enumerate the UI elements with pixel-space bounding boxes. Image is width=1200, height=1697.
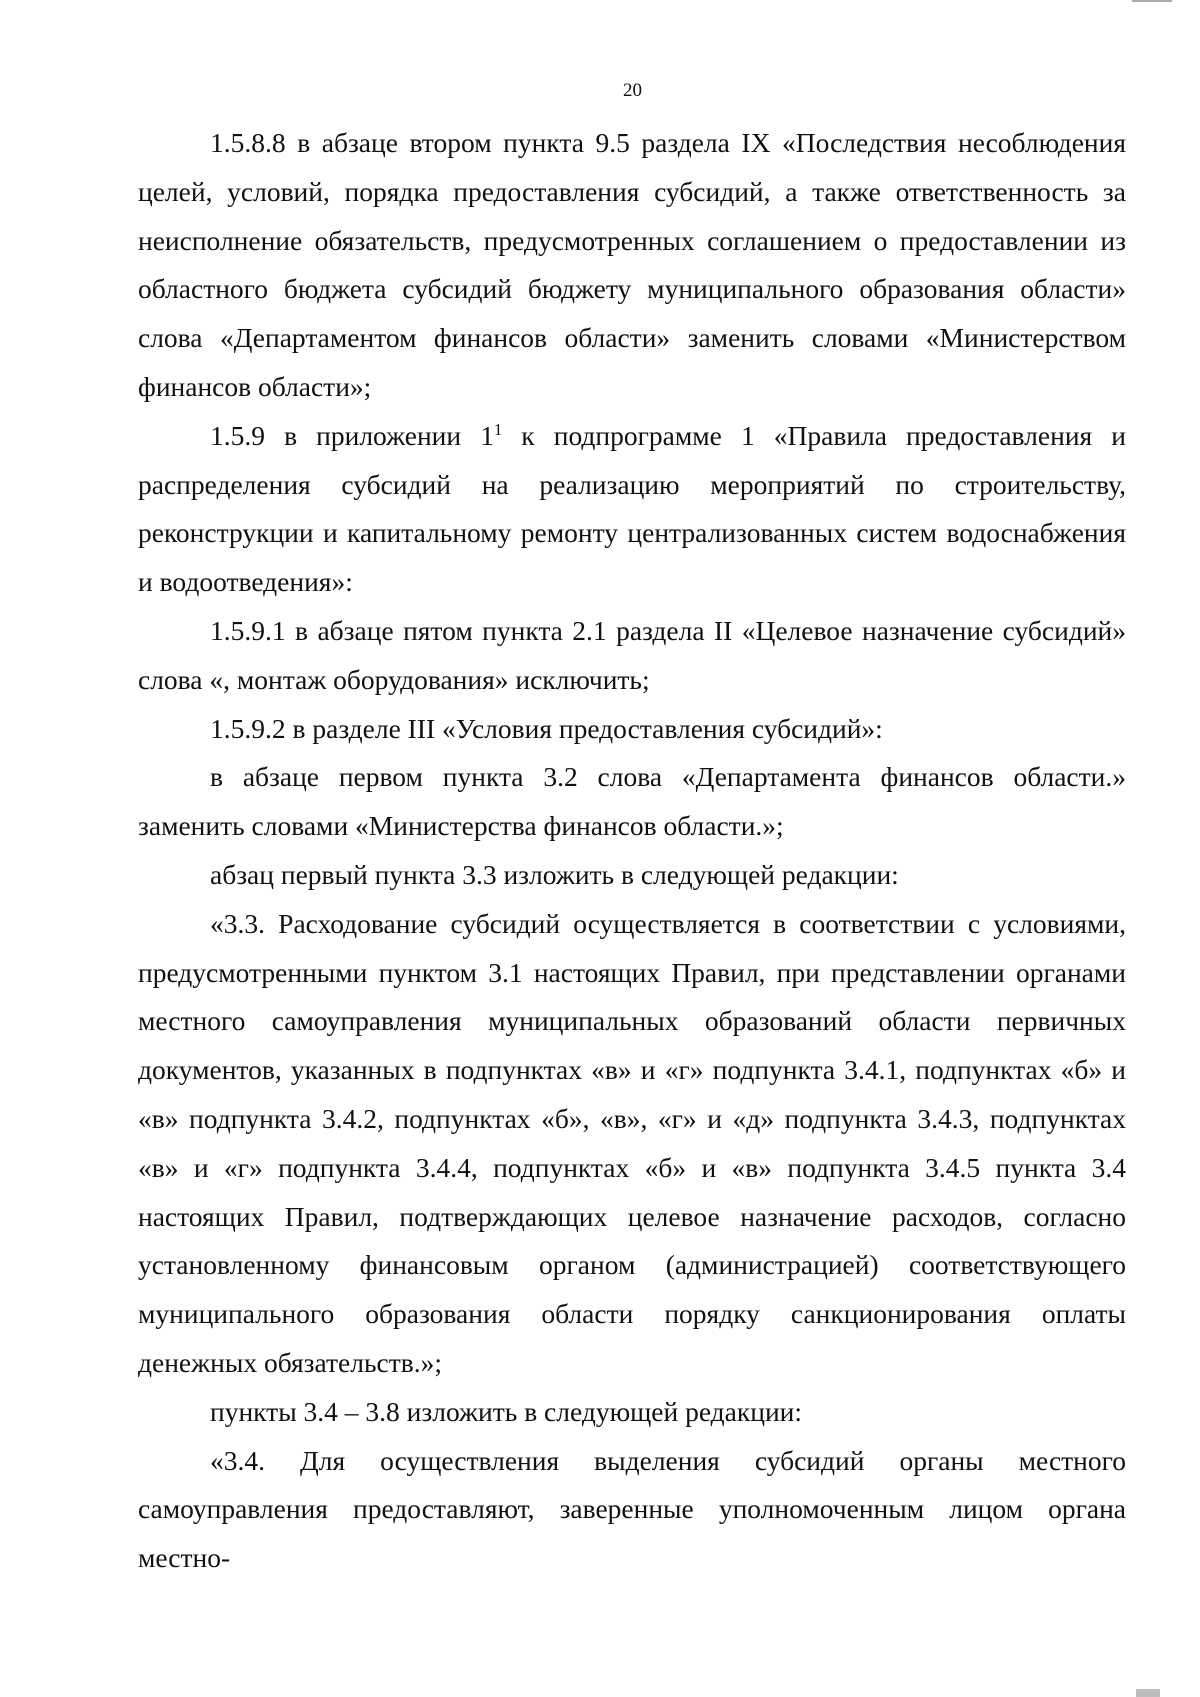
paragraph: пункты 3.4 – 3.8 изложить в следующей редакции: (210, 1395, 803, 1427)
paragraph: 1.5.9.1 в абзаце пятом пункта 2.1 раздела II «Целевое назначение субсидий» слова «, монтаж оборудования» исключить; (138, 614, 1126, 695)
paragraph: 1.5.9.2 в разделе III «Условия предоставления субсидий»: (210, 712, 883, 744)
document-body (138, 119, 1126, 1583)
paragraph-text: к подпрограмме 1 «Правила предоставления и распределения субсидий на реализацию мероприятий по строительству, реконструкции и капитальному ремонту централизованных систем водоснабжения и водоотведения»: (138, 419, 1126, 598)
paragraph: в абзаце первом пункта 3.2 слова «Департамента финансов области.» заменить словами «Министерства финансов области.»; (138, 761, 1126, 842)
scan-edge-mark (1132, 0, 1172, 2)
paragraph (138, 412, 1126, 607)
page-number: 20 (623, 80, 642, 101)
superscript: 1 (493, 419, 503, 439)
paragraph: «3.4. Для осуществления выделения субсидий органы местного самоуправления предоставляют, заверенные уполномоченным лицом органа местно- (138, 1444, 1126, 1574)
scan-edge-mark (1136, 1689, 1160, 1697)
paragraph: абзац первый пункта 3.3 изложить в следующей редакции: (210, 858, 899, 890)
paragraph-text: 1.5.9 в приложении 1 (210, 419, 494, 451)
paragraph: 1.5.8.8 в абзаце втором пункта 9.5 раздела IX «Последствия несоблюдения целей, условий, порядка предоставления субсидий, а также ответственность за неисполнение обязательств, предусмотренных соглашением о предоставлении из областного бюджета субсидий бюджету муниципального образования области» слова «Департаментом финансов области» заменить словами «Министерством финансов области»; (138, 127, 1126, 402)
paragraph: «3.3. Расходование субсидий осуществляется в соответствии с условиями, предусмотренными пунктом 3.1 настоящих Правил, при представлении органами местного самоуправления муниципальных образований области первичных документов, указанных в подпунктах «в» и «г» подпункта 3.4.1, подпунктах «б» и «в» подпункта 3.4.2, подпунктах «б», «в», «г» и «д» подпункта 3.4.3, подпунктах «в» и «г» подпункта 3.4.4, подпунктах «б» и «в» подпункта 3.4.5 пункта 3.4 настоящих Правил, подтверждающих целевое назначение расходов, согласно установленному финансовым органом (администрацией) соответствующего муниципального образования области порядку санкционирования оплаты денежных обязательств.»; (138, 907, 1126, 1378)
